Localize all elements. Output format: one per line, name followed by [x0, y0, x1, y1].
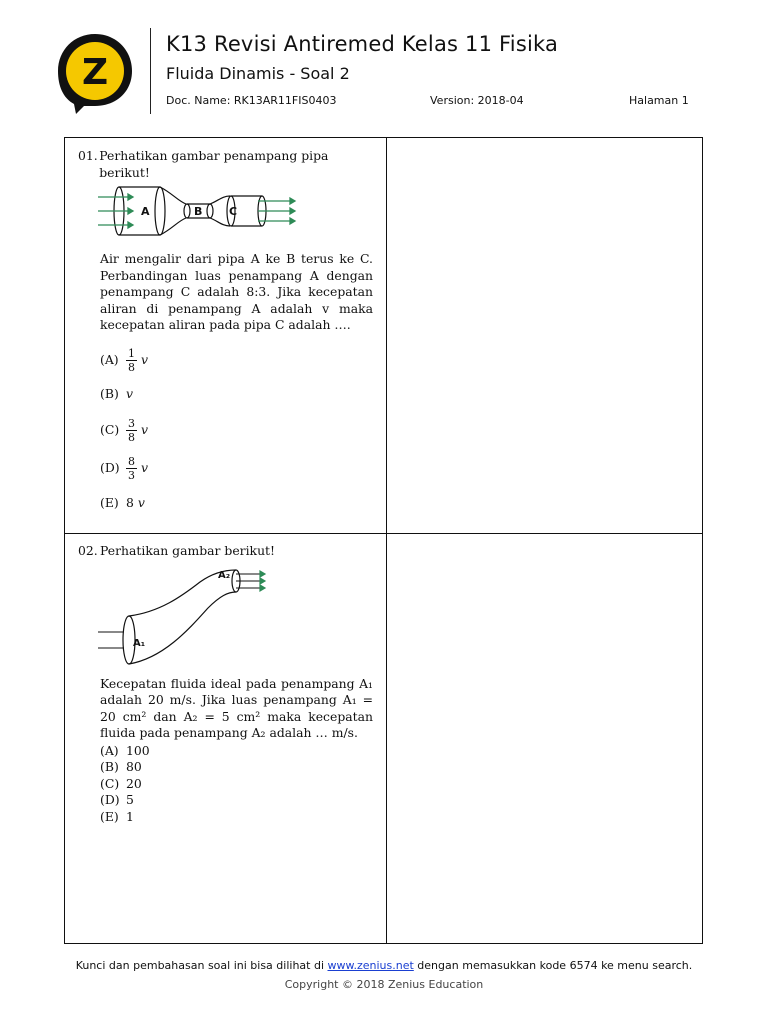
figure-label-c: C	[229, 205, 238, 218]
option-e[interactable]: (E) 8 v	[100, 495, 145, 511]
option-b[interactable]: (B) 80	[100, 759, 142, 774]
question-number: 02.	[78, 543, 98, 558]
figure-label-b: B	[194, 205, 203, 218]
question-1	[78, 148, 373, 520]
page-number: Halaman 1	[629, 94, 689, 107]
copyright: Copyright © 2018 Zenius Education	[284, 978, 484, 991]
doc-version: Version: 2018-04	[430, 94, 524, 107]
question-number: 01.	[78, 148, 98, 163]
header-divider	[150, 28, 151, 114]
logo-letter: Z	[81, 52, 109, 93]
tube-figure	[98, 562, 278, 666]
option-c[interactable]: (C) 20	[100, 775, 142, 791]
zenius-link[interactable]: www.zenius.net	[327, 959, 414, 972]
page-subtitle: Fluida Dinamis - Soal 2	[166, 64, 350, 83]
option-e[interactable]: (E) 1	[100, 808, 134, 824]
figure-label-a: A	[141, 205, 150, 218]
option-c[interactable]: (C) $\frac{3}{8}$ v	[100, 417, 148, 444]
doc-name: Doc. Name: RK13AR11FIS0403	[166, 94, 337, 107]
figure-label-a1: A₁	[133, 637, 146, 649]
figure-label-a2: A₂	[218, 569, 231, 581]
question-2	[78, 543, 373, 825]
option-d[interactable]: (D) 5	[100, 792, 134, 807]
question-prompt: Perhatikan gambar penampang pipa berikut!	[99, 148, 329, 180]
option-a[interactable]: (A) $\frac{1}{8}$ v	[100, 347, 148, 374]
row-divider	[65, 533, 702, 534]
footer-note: Kunci dan pembahasan soal ini bisa dilihat di www.zenius.net dengan memasukkan kode 6574 ke menu search.	[75, 959, 693, 972]
option-d[interactable]: (D) $\frac{8}{3}$ v	[100, 455, 148, 482]
page-title: K13 Revisi Antiremed Kelas 11 Fisika	[166, 32, 559, 56]
pipe-figure	[98, 185, 308, 241]
question-prompt: Perhatikan gambar berikut!	[100, 543, 276, 558]
question-body: Kecepatan fluida ideal pada penampang A₁ adalah 20 m/s. Jika luas penampang A₁ = 20 cm² dan A₂ = 5 cm² maka kecepatan fluida pada penampang A₂ adalah … m/s.	[100, 675, 373, 740]
question-body: Air mengalir dari pipa A ke B terus ke C. Perbandingan luas penampang A dengan penampang C adalah 8:3. Jika kecepatan aliran di penampang A adalah v maka kecepatan aliran pada pipa C adalah ….	[100, 251, 373, 332]
option-b[interactable]: (B) v	[100, 386, 133, 402]
question-table	[64, 137, 703, 944]
option-a[interactable]: (A) 100	[100, 742, 150, 758]
column-divider	[386, 138, 387, 943]
zenius-logo	[54, 30, 136, 116]
